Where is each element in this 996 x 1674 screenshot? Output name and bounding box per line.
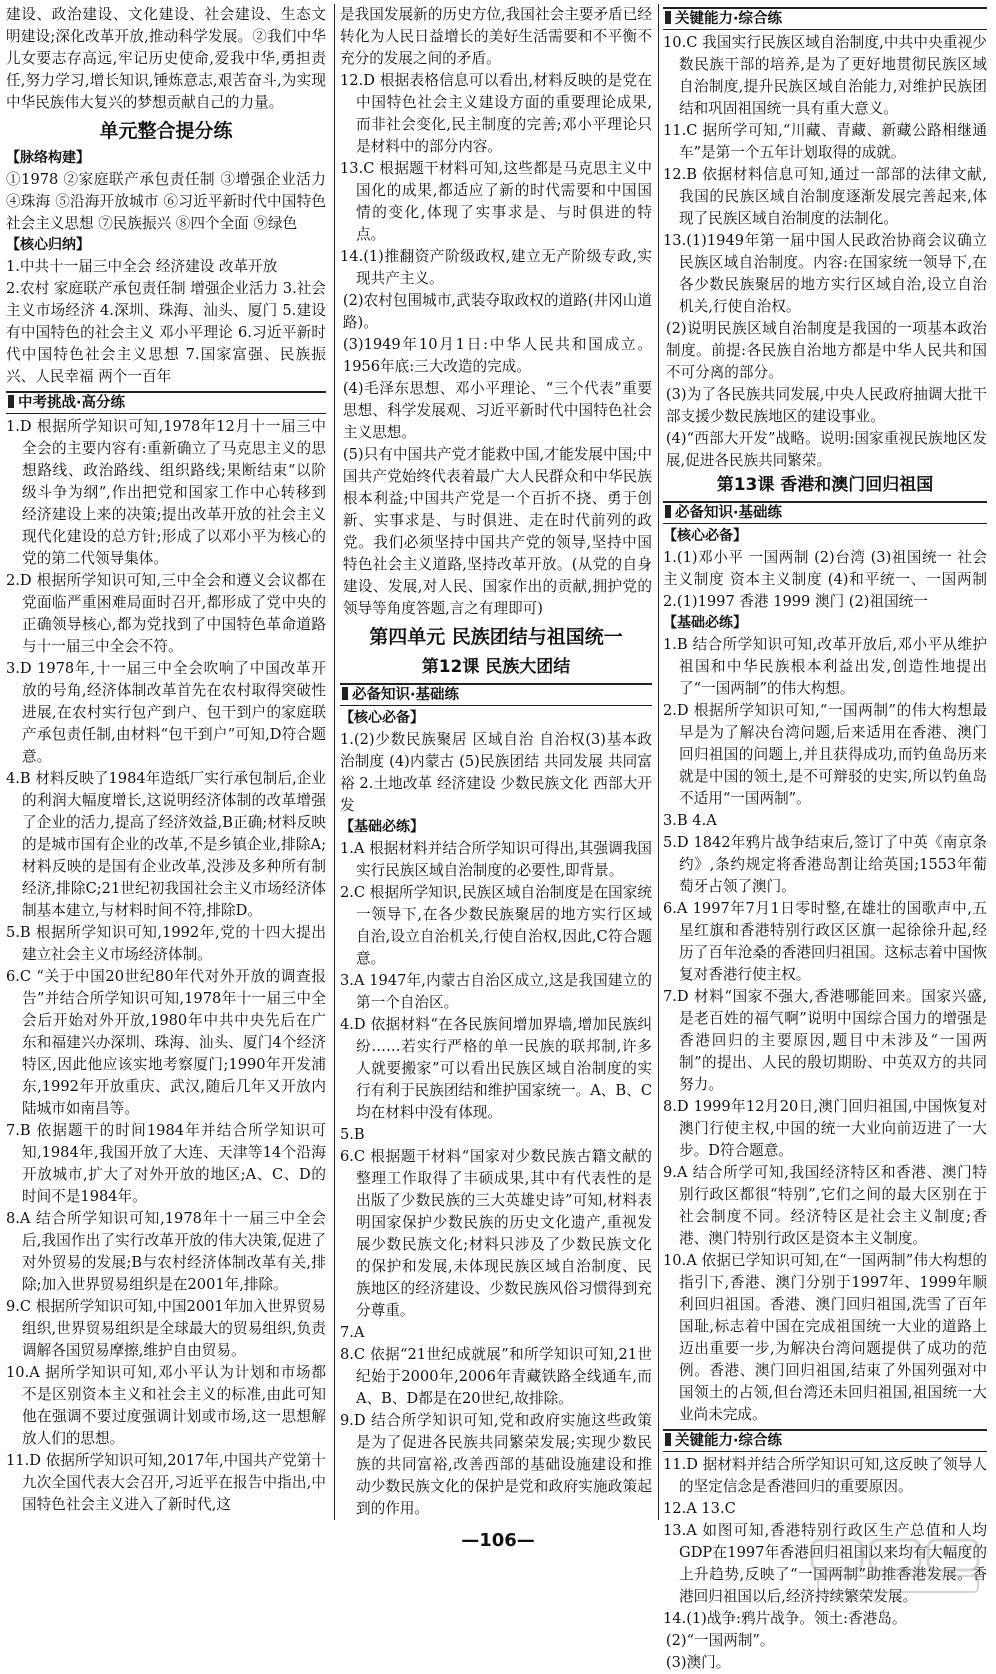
answer-item: 13.(1)1949年第一届中国人民政治协商会议确立民族区域自治制度。内容:在国家统一领导下,在各少数民族聚居的地方实行区域自治,设立自治机关,行使自治权。 [663, 232, 987, 315]
answer-item: (3)为了各民族共同发展,中央人民政府抽调大批干部支援少数民族地区的建设事业。 [665, 386, 987, 425]
answer-item: 6.A 1997年7月1日零时整,在雄壮的国歌声中,五星红旗和香港特别行政区区旗一起徐徐升起,经历了百年沧桑的香港回归祖国。这标志着中国恢复对香港行使主权。 [663, 900, 987, 983]
core-essentials: 1.(1)邓小平 一国两制 (2)台湾 (3)祖国统一 社会主义制度 资本主义制度 (4)和平统一、一国两制 2.(1)1997 香港 1999 澳门 (2)祖国统一 [663, 549, 987, 610]
answer-item: 1.B 结合所学知识可知,改革开放后,邓小平从维护祖国和中华民族根本利益出发,创造性地提出了“一国两制”的伟大构想。 [663, 636, 987, 697]
answer-item: 10.A 据所学知识可知,邓小平认为计划和市场都不是区别资本主义和社会主义的标准,由此可知他在强调不要过度强调计划或市场,这一思想解放人们的思想。 [6, 1364, 326, 1447]
unit-title: 第四单元 民族团结与祖国统一 [369, 626, 623, 648]
answer-item: 8.C 依据“21世纪成就展”和所学知识可知,21世纪始于2000年,2006年青藏铁路全线通车,而A、B、D都是在20世纪,故排除。 [340, 1346, 652, 1407]
answer-item: 3.D 1978年,十一届三中全会吹响了中国改革开放的号角,经济体制改革首先在农村取得突破性进展,在农村实行包产到户、包干到户的家庭联产承包责任制,由材料“包干到户”可知,D符合题意。 [6, 660, 326, 765]
section-title: 单元整合提分练 [99, 120, 233, 142]
column-3 [663, 4, 987, 1671]
section-bar-label: 关键能力·综合练 [675, 1433, 783, 1449]
answer-item: (4)“西部大开发”战略。说明:国家重视民族地区发展,促进各民族共同繁荣。 [665, 430, 987, 469]
answer-item: 12.B 依据材料信息可知,通过一部部的法律文献,我国的民族区域自治制度逐渐发展完善起来,体现了民族区域自治制度的法制化。 [663, 166, 987, 227]
answer-item: (2)“一国两制”。 [665, 1632, 775, 1649]
answer-item: 1.A 根据材料并结合所学知识可得出,其强调我国实行民族区域自治制度的必要性,即背景。 [340, 840, 652, 879]
answer-item: 10.C 我国实行民族区域自治制度,中共中央重视少数民族干部的培养,是为了更好地贯彻民族区域自治制度,提升民族区域自治能力,对维护民族团结和巩固祖国统一具有重大意义。 [663, 34, 987, 117]
section-bar-label: 中考挑战·高分练 [18, 395, 126, 411]
column-2 [340, 4, 652, 1520]
answer-item: 14.(1)推翻资产阶级政权,建立无产阶级专政,实现共产主义。 [340, 248, 652, 287]
answer-item: (2)农村包围城市,武装夺取政权的道路(井冈山道路)。 [342, 292, 652, 331]
answer-item: 11.D 据材料并结合所学知识可知,这反映了领导人的坚定信念是香港回归的重要原因。 [663, 1456, 987, 1495]
section-bar-label: 关键能力·综合练 [675, 11, 783, 27]
bar-marker [665, 505, 671, 518]
answer-item: 13.C 根据题干材料可知,这些都是马克思主义中国化的成果,都适应了新的时代需要和中国国情的变化,体现了实事求是、与时俱进的特点。 [340, 160, 652, 243]
outline-answers: ①1978 ②家庭联产承包责任制 ③增强企业活力 ④珠海 ⑤沿海开放城市 ⑥习近平新时代中国特色社会主义思想 ⑦民族振兴 ⑧四个全面 ⑨绿色 [6, 171, 326, 232]
section-bar [663, 7, 987, 30]
column-divider [658, 4, 659, 1520]
continued-text: 是我国发展新的历史方位,我国社会主要矛盾已经转化为人民日益增长的美好生活需要和不平衡不充分的发展之间的矛盾。 [340, 6, 652, 67]
answer-item: 14.(1)战争:鸦片战争。领土:香港岛。 [663, 1610, 907, 1627]
core-essentials: 1.(2)少数民族聚居 区域自治 自治权(3)基本政治制度 (4)内蒙古 (5)民族团结 共同发展 共同富裕 2.土地改革 经济建设 少数民族文化 西部大开发 [340, 731, 652, 814]
answer-item: 9.A 结合所学可知,我国经济特区和香港、澳门特别行政区都很“特别”,它们之间的最大区别在于社会制度不同。经济特区是社会主义制度;香港、澳门特别行政区是资本主义制度。 [663, 1164, 987, 1247]
column-1 [6, 4, 326, 1520]
section-bar [6, 391, 326, 414]
answer-item: 5.D 1842年鸦片战争结束后,签订了中英《南京条约》,条约规定将香港岛割让给英国;1553年葡萄牙占领了澳门。 [663, 834, 987, 895]
answer-item: 5.B [340, 1126, 365, 1143]
section-bar [663, 1429, 987, 1452]
lesson-title: 第13课 香港和澳门回归祖国 [716, 475, 934, 495]
bracket-heading: 【脉络构建】 [6, 150, 90, 166]
bracket-heading: 【基础必练】 [663, 615, 747, 631]
section-bar [340, 683, 652, 706]
answer-item: 6.C “关于中国20世纪80年代对外开放的调查报告”并结合所学知识可知,1978年十一届三中全会后开始对外开放,1980年中共中央先后在广东和福建兴办深圳、珠海、汕头、厦门4个经济特区,因此他应该实地考察厦门;1990年开发浦东,1992年开放重庆、武汉,随后几年又开放内陆城市如南昌等。 [6, 968, 326, 1117]
page-number: —106— [461, 1530, 535, 1551]
answer-item: 8.A 结合所学知识可知,1978年十一届三中全会后,我国作出了实行改革开放的伟大决策,促进了对外贸易的发展;B与农村经济体制改革有关,排除;加入世界贸易组织是在2001年,排除。 [6, 1210, 326, 1293]
column-divider [334, 4, 335, 1520]
answer-item: 6.C 根据题干材料“国家对少数民族古籍文献的整理工作取得了丰硕成果,其中有代表性的是出版了少数民族的三大英雄史诗”可知,材料表明国家保护少数民族的历史文化遗产,重视发展少数民族文化;材料只涉及了少数民族文化的保护和发展,未体现民族区域自治制度、民族地区的经济建设、少数民族风俗习惯得到充分尊重。 [340, 1148, 652, 1319]
answer-item: 11.C 据所学可知,“川藏、青藏、新藏公路相继通车”是第一个五年计划取得的成就。 [663, 122, 987, 161]
answer-item: 11.D 依据所学知识可知,2017年,中国共产党第十九次全国代表大会召开,习近平在报告中指出,中国特色社会主义进入了新时代,这 [6, 1452, 326, 1513]
answer-item: 8.D 1999年12月20日,澳门回归祖国,中国恢复对澳门行使主权,中国的统一大业向前迈进了一大步。D符合题意。 [663, 1098, 987, 1159]
bar-marker [342, 687, 348, 700]
answer-item: 12.D 根据表格信息可以看出,材料反映的是党在中国特色社会主义建设方面的重要理论成果,而非社会变化,民主制度的完善;邓小平理论只是材料中的部分内容。 [340, 72, 652, 155]
answer-item: 12.A 13.C [663, 1500, 736, 1517]
core-summary: 2.农村 家庭联产承包责任制 增强企业活力 3.社会主义市场经济 4.深圳、珠海、汕头、厦门 5.建设有中国特色的社会主义 邓小平理论 6.习近平新时代中国特色社会主义思想 7.国家富强、民族振兴、人民幸福 两个一百年 [6, 280, 326, 385]
answer-item: 9.C 根据所学知识可知,中国2001年加入世界贸易组织,世界贸易组织是全球最大的贸易组织,负责调解各国贸易摩擦,维护自由贸易。 [6, 1298, 326, 1359]
watermark-logo-icon [808, 1536, 986, 1598]
section-bar-label: 必备知识·基础练 [675, 505, 783, 521]
answer-item: 1.D 根据所学知识可知,1978年12月十一届三中全会的主要内容有:重新确立了马克思主义的思想路线、政治路线、组织路线;果断结束“以阶级斗争为纲”,作出把党和国家工作中心转移到经济建设上来的决策;提出改革开放的社会主义现代化建设的总方针;形成了以邓小平为核心的党的第二代领导集体。 [6, 418, 326, 567]
answer-item: 9.D 结合所学知识可知,党和政府实施这些政策是为了促进各民族共同繁荣发展;实现少数民族的共同富裕,改善西部的基础设施建设和推动少数民族文化的保护是党和政府实施政策起到的作用。 [340, 1412, 652, 1517]
answer-item: 5.B 根据所学知识可知,1992年,党的十四大提出建立社会主义市场经济体制。 [6, 924, 326, 963]
section-bar [663, 501, 987, 524]
lesson-title: 第12课 民族大团结 [421, 657, 571, 677]
bar-marker [665, 1433, 671, 1446]
bracket-heading: 【核心必备】 [663, 528, 747, 544]
answer-item: 7.A [340, 1324, 365, 1341]
bracket-heading: 【基础必练】 [340, 819, 424, 835]
answer-item: (5)只有中国共产党才能救中国,才能发展中国;中国共产党始终代表着最广大人民群众和中华民族根本利益;中国共产党是一个百折不挠、勇于创新、实事求是、与时俱进、走在时代前列的政党。我们必须坚持中国共产党的领导,坚持中国特色社会主义道路,坚持改革开放。(从党的自身建设、发展,对人民、国家作出的贡献,拥护党的领导等角度答题,言之有理即可) [342, 446, 652, 617]
answer-item: 10.A 依据已学知识可知,在“一国两制”伟大构想的指引下,香港、澳门分别于1997年、1999年顺利回归祖国。香港、澳门回归祖国,洗雪了百年国耻,标志着中国在完成祖国统一大业的道路上迈出重要一步,为解决台湾问题提供了成功的范例。香港、澳门回归祖国,结束了外国列强对中国领土的占领,但台湾还未回归祖国,祖国统一大业尚未完成。 [663, 1252, 987, 1423]
bar-marker [8, 395, 14, 408]
answer-item: 4.B 材料反映了1984年造纸厂实行承包制后,企业的利润大幅度增长,这说明经济体制的改革增强了企业的活力,提高了经济效益,B正确;材料反映的是城市国有企业的改革,不是乡镇企业,排除A;材料反映的是国有企业改革,没涉及多种所有制经济,排除C;21世纪初我国社会主义市场经济体制基本建立,与材料时间不符,排除D。 [6, 770, 326, 919]
answer-item: (3)1949年10月1日:中华人民共和国成立。1956年底:三大改造的完成。 [342, 336, 652, 375]
section-bar-label: 必备知识·基础练 [352, 687, 460, 703]
bracket-heading: 【核心必备】 [340, 710, 424, 726]
answer-item: 3.A 1947年,内蒙古自治区成立,这是我国建立的第一个自治区。 [340, 972, 652, 1011]
core-summary: 1.中共十一届三中全会 经济建设 改革开放 [6, 258, 278, 275]
answer-item: 7.D 材料“国家不强大,香港哪能回来。国家兴盛,是老百姓的福气啊”说明中国综合国力的增强是香港回归的主要原因,题目中未涉及“一国两制”的提出、人民的殷切期盼、中英双方的共同努力。 [663, 988, 987, 1093]
intro-paragraph: 建设、政治建设、文化建设、社会建设、生态文明建设;深化改革开放,推动科学发展。②我们中华儿女要志存高远,牢记历史使命,爱我中华,勇担责任,努力学习,增长知识,锤炼意志,艰苦奋斗,为实现中华民族伟大复兴的梦想贡献自己的力量。 [6, 6, 326, 111]
answer-item: 2.D 根据所学知识可知,“一国两制”的伟大构想最早是为了解决台湾问题,后来适用在香港、澳门回归祖国的问题上,并且获得成功,而钓鱼岛历来就是中国的领土,是不可辩驳的史实,所以钓鱼岛不适用“一国两制”。 [663, 702, 987, 807]
answer-item: 4.D 依据材料“在各民族间增加界墙,增加民族纠纷……若实行严格的单一民族的联邦制,许多人就要搬家”可以看出民族区域自治制度的实行有利于民族团结和维护国家统一。A、B、C均在材料中没有体现。 [340, 1016, 652, 1121]
answer-item: 2.D 根据所学知识可知,三中全会和遵义会议都在党面临严重困难局面时召开,都形成了党中央的正确领导核心,都为党找到了中国特色革命道路与十一届三中全会不符。 [6, 572, 326, 655]
bracket-heading: 【核心归纳】 [6, 237, 90, 253]
answer-item: 2.C 根据所学知识,民族区域自治制度是在国家统一领导下,在各少数民族聚居的地方实行区域自治,设立自治机关,行使自治权,因此,C符合题意。 [340, 884, 652, 967]
answer-item: 7.B 依据题干的时间1984年并结合所学知识可知,1984年,我国开放了大连、天津等14个沿海开放城市,扩大了对外开放的地区;A、C、D的时间不是1984年。 [6, 1122, 326, 1205]
answer-item: (2)说明民族区域自治制度是我国的一项基本政治制度。前提:各民族自治地方都是中华人民共和国不可分离的部分。 [665, 320, 987, 381]
answer-item: 13.A 如图可知,香港特别行政区生产总值和人均GDP在1997年香港回归祖国以来均有大幅度的上升趋势,反映了“一国两制”助推香港发展。香港回归祖国以后,经济持续繁荣发展。 [663, 1522, 987, 1605]
answer-item: 3.B 4.A [663, 812, 717, 829]
answer-item: (4)毛泽东思想、邓小平理论、“三个代表”重要思想、科学发展观、习近平新时代中国特色社会主义思想。 [342, 380, 652, 441]
answer-item: (3)澳门。 [665, 1654, 731, 1671]
bar-marker [665, 11, 671, 24]
